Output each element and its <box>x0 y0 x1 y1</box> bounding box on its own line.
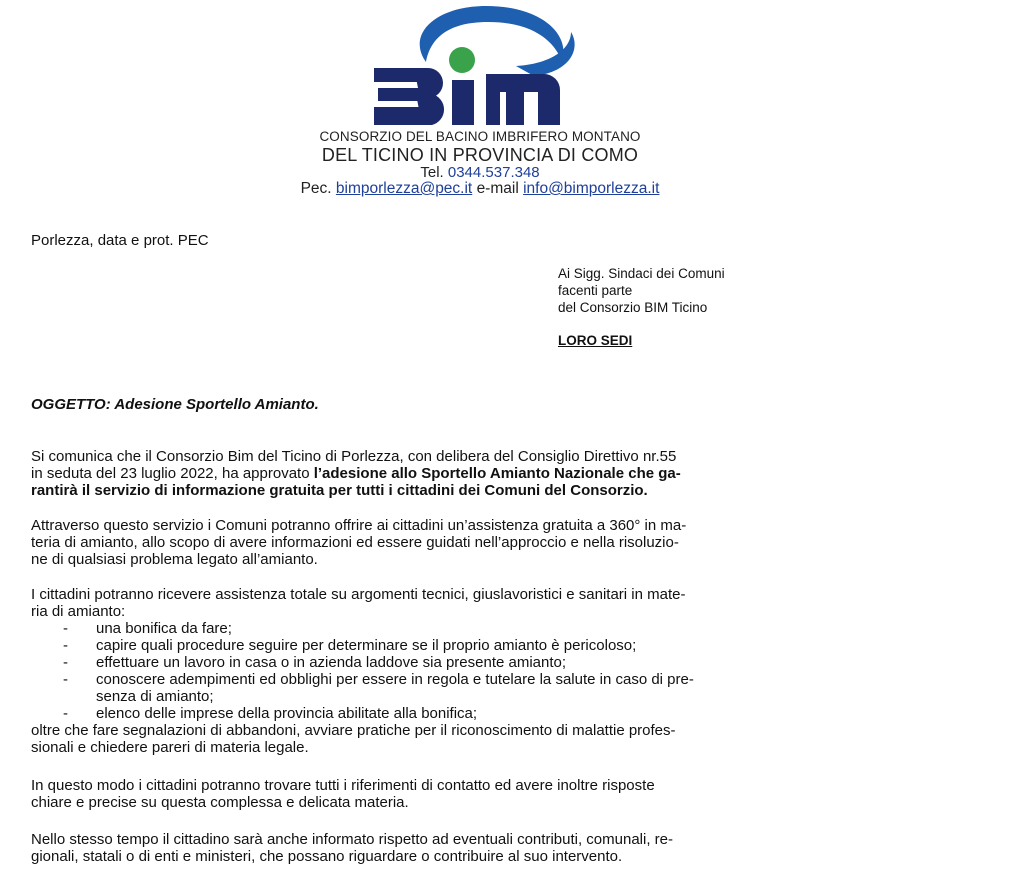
list-dash: - <box>63 671 68 688</box>
list-item <box>31 637 937 654</box>
org-name-line2: DEL TICINO IN PROVINCIA DI COMO <box>321 145 639 165</box>
p1-line1: Si comunica che il Consorzio Bim del Ticino di Porlezza, con delibera del Consiglio Direttivo nr.55 <box>31 448 677 465</box>
paragraph-2 <box>31 517 937 568</box>
p4-line2: chiare e precise su questa complessa e delicata materia. <box>31 794 409 811</box>
p1-line2-bold: l’adesione allo Sportello Amianto Nazionale che ga- <box>313 465 681 482</box>
p2-line3: ne di qualsiasi problema legato all’amianto. <box>31 551 318 568</box>
tel-number: 0344.537.348 <box>447 164 540 181</box>
paragraph-5 <box>31 831 937 865</box>
list-item <box>31 654 937 671</box>
email-label: e-mail <box>476 180 519 197</box>
addressee-sedi: LORO SEDI <box>558 333 633 348</box>
letter-subject: OGGETTO: Adesione Sportello Amianto. <box>31 396 319 413</box>
p3-outro1: oltre che fare segnalazioni di abbandoni, avviare pratiche per il riconoscimento di malattie profes- <box>31 722 676 739</box>
paragraph-1 <box>31 448 937 499</box>
addressee-line3: del Consorzio BIM Ticino <box>558 300 708 315</box>
p5-line2: gionali, statali o di enti e ministeri, che possano riguardare o contribuire al suo intervento. <box>31 848 623 865</box>
list-dash: - <box>63 705 68 722</box>
list-item-text-cont: senza di amianto; <box>96 688 214 705</box>
services-list <box>31 620 937 722</box>
list-item-text: una bonifica da fare; <box>96 620 232 637</box>
list-item <box>31 671 937 705</box>
list-item-text: elenco delle imprese della provincia abilitate alla bonifica; <box>96 705 478 722</box>
list-item-text: capire quali procedure seguire per determinare se il proprio amianto è pericoloso; <box>96 637 637 654</box>
paragraph-3 <box>31 586 937 756</box>
list-dash: - <box>63 654 68 671</box>
email-link[interactable]: info@bimporlezza.it <box>523 180 660 197</box>
list-dash: - <box>63 620 68 637</box>
pec-label: Pec. <box>300 180 332 197</box>
addressee-block <box>558 265 725 349</box>
bim-logo <box>366 4 598 132</box>
p1-line2-normal: in seduta del 23 luglio 2022, ha approvato <box>31 465 314 482</box>
list-item <box>31 705 937 722</box>
org-contacts <box>0 180 960 198</box>
list-item-text: conoscere adempimenti ed obblighi per essere in regola e tutelare la salute in caso di pre- <box>96 671 694 688</box>
p3-intro1: I cittadini potranno ricevere assistenza totale su argomenti tecnici, giuslavoristici e sanitari in mate- <box>31 586 686 603</box>
addressee-line2: facenti parte <box>558 283 633 298</box>
list-dash: - <box>63 637 68 654</box>
p1-line3-bold: rantirà il servizio di informazione gratuita per tutti i cittadini dei Comuni del Consorzio. <box>31 482 648 499</box>
tel-label: Tel. <box>420 164 444 181</box>
place-date: Porlezza, data e prot. PEC <box>31 232 209 249</box>
p1-line2 <box>31 465 937 482</box>
p2-line1: Attraverso questo servizio i Comuni potranno offrire ai cittadini un’assistenza gratuita a 360° in ma- <box>31 517 687 534</box>
addressee-line1: Ai Sigg. Sindaci dei Comuni <box>558 266 725 281</box>
paragraph-4 <box>31 777 937 811</box>
p3-intro2: ria di amianto: <box>31 603 126 620</box>
list-item-text: effettuare un lavoro in casa o in azienda laddove sia presente amianto; <box>96 654 567 671</box>
p4-line1: In questo modo i cittadini potranno trovare tutti i riferimenti di contatto ed avere inoltre risposte <box>31 777 655 794</box>
list-item <box>31 620 937 637</box>
org-telephone <box>0 164 960 181</box>
org-name-line1: CONSORZIO DEL BACINO IMBRIFERO MONTANO <box>319 129 641 144</box>
p3-outro2: sionali e chiedere pareri di materia legale. <box>31 739 309 756</box>
p5-line1: Nello stesso tempo il cittadino sarà anche informato rispetto ad eventuali contributi, comunali, re- <box>31 831 673 848</box>
pec-email-link[interactable]: bimporlezza@pec.it <box>335 180 473 197</box>
p2-line2: teria di amianto, allo scopo di avere informazioni ed essere guidati nell’approccio e nella risoluzio- <box>31 534 679 551</box>
